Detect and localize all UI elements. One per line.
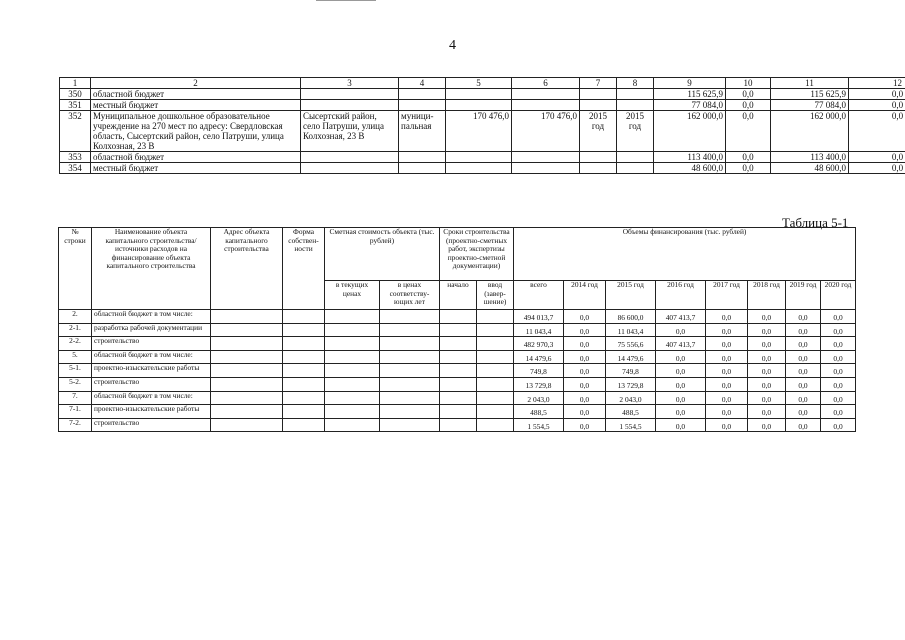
year-value: 0,0 — [786, 418, 821, 432]
year-value: 0,0 — [748, 377, 786, 391]
top-divider — [316, 0, 376, 1]
year-value: 0,0 — [656, 350, 706, 364]
year-value: 75 556,6 — [606, 337, 656, 351]
year-value: 0,0 — [564, 337, 606, 351]
cell — [325, 364, 380, 378]
year-value: 488,5 — [606, 405, 656, 419]
row-total: 14 479,6 — [514, 350, 564, 364]
column-header: 1 — [60, 78, 91, 89]
table-row — [59, 350, 856, 364]
cell — [617, 89, 654, 100]
row-total: 482 970,3 — [514, 337, 564, 351]
cell: 48 600,0 — [771, 163, 849, 174]
table-row — [59, 310, 856, 324]
financing-table — [58, 227, 856, 432]
column-header: 7 — [580, 78, 617, 89]
year-value: 14 479,6 — [606, 350, 656, 364]
year-value: 0,0 — [786, 337, 821, 351]
header-year: 2015 год — [606, 281, 656, 310]
year-value: 0,0 — [748, 337, 786, 351]
cell — [512, 152, 580, 163]
row-name: проектно-изыскательские работы — [92, 364, 211, 378]
header-year: 2019 год — [786, 281, 821, 310]
table-caption: Таблица 5-1 — [782, 215, 849, 230]
year-value: 407 413,7 — [656, 337, 706, 351]
year-value: 0,0 — [748, 350, 786, 364]
cell — [325, 391, 380, 405]
row-address — [301, 163, 399, 174]
cell: 170 476,0 — [446, 111, 512, 152]
year-value: 0,0 — [656, 405, 706, 419]
header-year: 2020 год — [821, 281, 856, 310]
header-estimated-cost: Сметная стоимость объекта (тыс. рублей) — [325, 228, 440, 281]
row-name: строительство — [92, 377, 211, 391]
cell — [325, 350, 380, 364]
year-value: 13 729,8 — [606, 377, 656, 391]
row-form — [283, 323, 325, 337]
header-year: 2014 год — [564, 281, 606, 310]
header-financing: Объемы финансирования (тыс. рублей) — [514, 228, 856, 281]
year-value: 0,0 — [706, 391, 748, 405]
year-value: 0,0 — [821, 323, 856, 337]
row-number: 7-1. — [59, 405, 92, 419]
cell: 0,0 — [849, 111, 905, 152]
cell — [440, 323, 477, 337]
cell — [440, 418, 477, 432]
year-value: 0,0 — [786, 310, 821, 324]
year-value: 0,0 — [706, 405, 748, 419]
table-row — [59, 391, 856, 405]
row-form — [399, 89, 446, 100]
table-row — [59, 364, 856, 378]
row-number: 5-2. — [59, 377, 92, 391]
cell — [580, 100, 617, 111]
cell — [477, 337, 514, 351]
row-address — [211, 350, 283, 364]
cell — [440, 391, 477, 405]
header-object-name: Наименование объекта капитального строительства/ источники расходов на финансирование объекта капитального строительства — [92, 228, 211, 310]
row-total: 488,5 — [514, 405, 564, 419]
row-address — [301, 89, 399, 100]
row-name: областной бюджет в том числе: — [92, 350, 211, 364]
cell — [380, 418, 440, 432]
cell: 77 084,0 — [771, 100, 849, 111]
row-name: строительство — [92, 418, 211, 432]
row-total: 749,8 — [514, 364, 564, 378]
row-number: 5-1. — [59, 364, 92, 378]
header-row-number: № строки — [59, 228, 92, 310]
cell — [440, 377, 477, 391]
year-value: 86 600,0 — [606, 310, 656, 324]
cell — [325, 418, 380, 432]
year-value: 11 043,4 — [606, 323, 656, 337]
cell: 113 400,0 — [771, 152, 849, 163]
row-form — [283, 337, 325, 351]
year-value: 1 554,5 — [606, 418, 656, 432]
row-number: 2-1. — [59, 323, 92, 337]
header-year: 2018 год — [748, 281, 786, 310]
cell — [325, 323, 380, 337]
year-value: 0,0 — [564, 310, 606, 324]
cell: 0,0 — [726, 89, 771, 100]
row-number: 7-2. — [59, 418, 92, 432]
row-name: областной бюджет — [91, 89, 301, 100]
cell: 170 476,0 — [512, 111, 580, 152]
column-header: 11 — [771, 78, 849, 89]
year-value: 0,0 — [564, 391, 606, 405]
table-row — [59, 418, 856, 432]
year-value: 0,0 — [786, 405, 821, 419]
year-value: 0,0 — [821, 391, 856, 405]
row-address — [211, 391, 283, 405]
year-value: 0,0 — [786, 350, 821, 364]
row-total: 11 043,4 — [514, 323, 564, 337]
cell — [477, 323, 514, 337]
column-header: 5 — [446, 78, 512, 89]
cell — [440, 350, 477, 364]
year-value: 0,0 — [821, 418, 856, 432]
column-header: 2 — [91, 78, 301, 89]
year-value: 0,0 — [564, 350, 606, 364]
table-row — [60, 111, 905, 152]
page-number: 4 — [449, 38, 456, 53]
year-value: 0,0 — [706, 337, 748, 351]
row-form — [399, 163, 446, 174]
row-form — [399, 100, 446, 111]
row-form — [283, 377, 325, 391]
cell: 113 400,0 — [654, 152, 726, 163]
cell — [617, 100, 654, 111]
row-number: 7. — [59, 391, 92, 405]
row-number: 354 — [60, 163, 91, 174]
row-total: 2 043,0 — [514, 391, 564, 405]
row-number: 2. — [59, 310, 92, 324]
cell — [512, 163, 580, 174]
row-name: местный бюджет — [91, 163, 301, 174]
row-address: Сысертский район, село Патруши, улица Колхозная, 23 В — [301, 111, 399, 152]
cell: 0,0 — [849, 89, 905, 100]
year-value: 0,0 — [706, 350, 748, 364]
column-header: 3 — [301, 78, 399, 89]
row-number: 5. — [59, 350, 92, 364]
cell — [325, 310, 380, 324]
cell: 0,0 — [726, 163, 771, 174]
cell — [477, 364, 514, 378]
cell — [325, 337, 380, 351]
cell — [617, 163, 654, 174]
table-row — [60, 163, 905, 174]
cell — [477, 310, 514, 324]
row-name: проектно-изыскательские работы — [92, 405, 211, 419]
table-row — [60, 89, 905, 100]
cell — [440, 405, 477, 419]
cell — [380, 310, 440, 324]
cell: 162 000,0 — [654, 111, 726, 152]
table-header-row — [59, 228, 856, 281]
cell — [325, 377, 380, 391]
cell — [380, 405, 440, 419]
table-row — [59, 377, 856, 391]
row-total: 13 729,8 — [514, 377, 564, 391]
year-value: 0,0 — [748, 310, 786, 324]
column-header: 4 — [399, 78, 446, 89]
cell: 2015 год — [617, 111, 654, 152]
year-value: 0,0 — [786, 391, 821, 405]
year-value: 0,0 — [821, 405, 856, 419]
year-value: 0,0 — [564, 405, 606, 419]
row-address — [211, 364, 283, 378]
row-form — [283, 364, 325, 378]
year-value: 0,0 — [748, 364, 786, 378]
row-form — [283, 310, 325, 324]
table-row — [60, 100, 905, 111]
cell — [440, 337, 477, 351]
row-form: муници-пальная — [399, 111, 446, 152]
cell: 48 600,0 — [654, 163, 726, 174]
cell: 0,0 — [849, 100, 905, 111]
cell — [477, 350, 514, 364]
year-value: 0,0 — [706, 418, 748, 432]
row-name: местный бюджет — [91, 100, 301, 111]
header-address: Адрес объекта капитального строительства — [211, 228, 283, 310]
cell — [580, 163, 617, 174]
year-value: 0,0 — [706, 323, 748, 337]
row-name: строительство — [92, 337, 211, 351]
row-name: Муниципальное дошкольное образовательное учреждение на 270 мест по адресу: Свердловская область, Сысертский район, село Патруши, улица Колхозная, 23 В — [91, 111, 301, 152]
header-year: 2016 год — [656, 281, 706, 310]
cell: 162 000,0 — [771, 111, 849, 152]
year-value: 0,0 — [786, 377, 821, 391]
row-form — [283, 418, 325, 432]
header-historic-prices: в ценах соответству-ющих лет — [380, 281, 440, 310]
year-value: 407 413,7 — [656, 310, 706, 324]
cell — [477, 418, 514, 432]
cell — [512, 89, 580, 100]
year-value: 0,0 — [706, 310, 748, 324]
year-value: 0,0 — [656, 323, 706, 337]
row-address — [211, 405, 283, 419]
cell — [446, 89, 512, 100]
cell — [446, 100, 512, 111]
cell — [446, 152, 512, 163]
cell — [380, 377, 440, 391]
header-end: ввод (завер-шение) — [477, 281, 514, 310]
cell: 0,0 — [726, 100, 771, 111]
year-value: 0,0 — [564, 418, 606, 432]
cell: 2015 год — [580, 111, 617, 152]
row-address — [301, 100, 399, 111]
table-header-row — [60, 78, 905, 89]
cell — [440, 310, 477, 324]
cell — [580, 89, 617, 100]
cell — [477, 405, 514, 419]
year-value: 0,0 — [748, 405, 786, 419]
row-number: 353 — [60, 152, 91, 163]
row-address — [211, 337, 283, 351]
year-value: 0,0 — [821, 337, 856, 351]
cell — [380, 350, 440, 364]
row-number: 2-2. — [59, 337, 92, 351]
year-value: 0,0 — [656, 364, 706, 378]
year-value: 0,0 — [748, 391, 786, 405]
year-value: 0,0 — [786, 364, 821, 378]
year-value: 0,0 — [706, 377, 748, 391]
row-name: областной бюджет в том числе: — [92, 310, 211, 324]
row-name: областной бюджет в том числе: — [92, 391, 211, 405]
cell: 115 625,9 — [771, 89, 849, 100]
year-value: 0,0 — [821, 364, 856, 378]
row-address — [211, 323, 283, 337]
row-address — [211, 377, 283, 391]
table-row — [59, 337, 856, 351]
row-address — [211, 310, 283, 324]
year-value: 0,0 — [706, 364, 748, 378]
year-value: 749,8 — [606, 364, 656, 378]
cell — [380, 364, 440, 378]
row-address — [301, 152, 399, 163]
cell — [477, 391, 514, 405]
cell: 0,0 — [849, 152, 905, 163]
cell: 115 625,9 — [654, 89, 726, 100]
table-row — [59, 323, 856, 337]
row-number: 352 — [60, 111, 91, 152]
cell — [512, 100, 580, 111]
year-value: 0,0 — [821, 377, 856, 391]
cell — [380, 323, 440, 337]
cell — [477, 377, 514, 391]
cell: 77 084,0 — [654, 100, 726, 111]
cell: 0,0 — [849, 163, 905, 174]
row-number: 351 — [60, 100, 91, 111]
row-name: областной бюджет — [91, 152, 301, 163]
table-row — [60, 152, 905, 163]
header-start: начало — [440, 281, 477, 310]
continuation-table — [59, 77, 905, 174]
year-value: 0,0 — [748, 323, 786, 337]
row-form — [283, 391, 325, 405]
header-year: 2017 год — [706, 281, 748, 310]
year-value: 0,0 — [564, 364, 606, 378]
column-header: 9 — [654, 78, 726, 89]
cell — [380, 391, 440, 405]
header-total: всего — [514, 281, 564, 310]
row-number: 350 — [60, 89, 91, 100]
cell — [617, 152, 654, 163]
cell — [580, 152, 617, 163]
financing-table-body — [59, 310, 856, 432]
year-value: 0,0 — [656, 418, 706, 432]
year-value: 0,0 — [748, 418, 786, 432]
column-header: 12 — [849, 78, 905, 89]
row-form — [283, 350, 325, 364]
year-value: 0,0 — [656, 377, 706, 391]
header-current-prices: в текущих ценах — [325, 281, 380, 310]
year-value: 0,0 — [564, 323, 606, 337]
cell — [380, 337, 440, 351]
column-header: 10 — [726, 78, 771, 89]
row-total: 494 013,7 — [514, 310, 564, 324]
row-name: разработка рабочей документации — [92, 323, 211, 337]
header-terms: Сроки строительства (проектно-сметных работ, экспертизы проектно-сметной документации) — [440, 228, 514, 281]
table-row — [59, 405, 856, 419]
cell — [325, 405, 380, 419]
column-header: 8 — [617, 78, 654, 89]
cell: 0,0 — [726, 152, 771, 163]
year-value: 2 043,0 — [606, 391, 656, 405]
year-value: 0,0 — [821, 310, 856, 324]
row-total: 1 554,5 — [514, 418, 564, 432]
cell — [440, 364, 477, 378]
cell — [446, 163, 512, 174]
row-address — [211, 418, 283, 432]
year-value: 0,0 — [786, 323, 821, 337]
year-value: 0,0 — [821, 350, 856, 364]
row-form — [399, 152, 446, 163]
header-ownership: Форма собствен-ности — [283, 228, 325, 310]
year-value: 0,0 — [564, 377, 606, 391]
row-form — [283, 405, 325, 419]
cell: 0,0 — [726, 111, 771, 152]
column-header: 6 — [512, 78, 580, 89]
year-value: 0,0 — [656, 391, 706, 405]
